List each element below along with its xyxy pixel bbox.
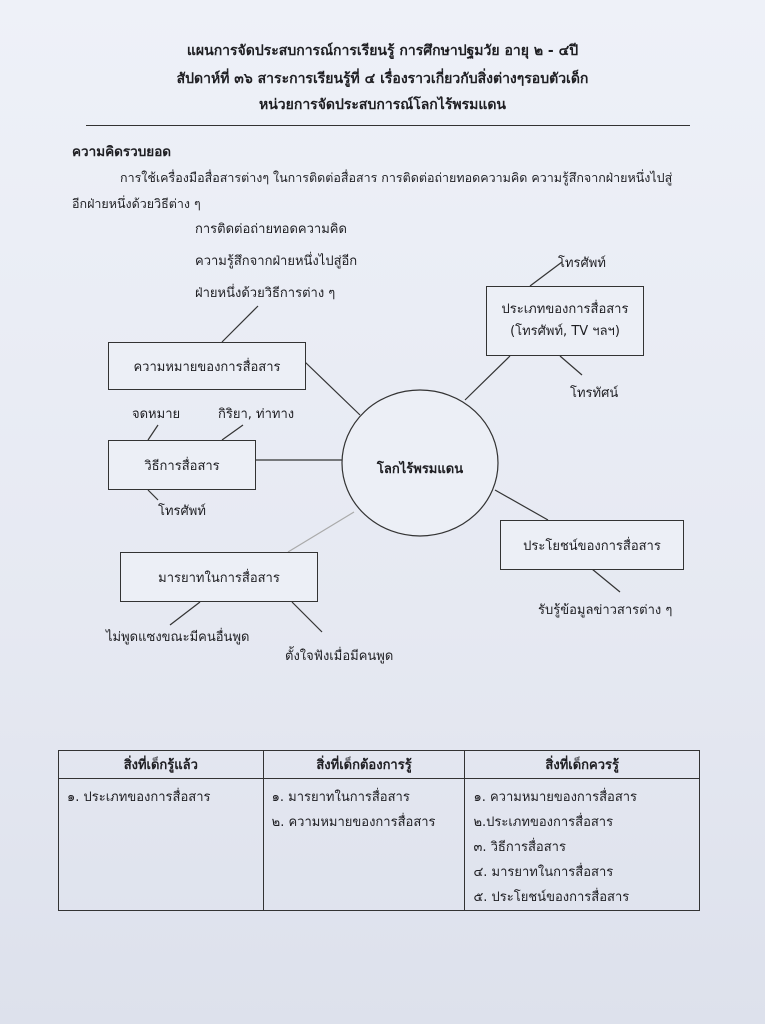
method-phone: โทรศัพท์ <box>158 504 206 519</box>
list-item: ๒. ความหมายของการสื่อสาร <box>271 815 436 830</box>
list-item: ๑. มารยาทในการสื่อสาร <box>271 790 410 805</box>
plan-title: แผนการจัดประสบการณ์การเรียนรู้ การศึกษาปฐมวัย อายุ ๒ - ๔ปี <box>186 43 579 59</box>
header-already-know: สิ่งที่เด็กรู้แล้ว <box>59 751 264 779</box>
connector-meaning-center <box>305 362 360 415</box>
manner-listen: ตั้งใจฟังเมื่อมีคนพูด <box>285 649 394 664</box>
types-box-line2: (โทรศัพท์, TV ฯลฯ) <box>510 324 620 339</box>
manners-box: มารยาทในการสื่อสาร <box>120 552 318 602</box>
connector-letter <box>148 425 158 440</box>
method-gesture: กิริยา, ท่าทาง <box>218 407 295 422</box>
connector-meaning-detail <box>222 306 258 342</box>
benefit-detail: รับรู้ข้อมูลข่าวสารต่าง ๆ <box>538 603 673 618</box>
manner-no-interrupt: ไม่พูดแซงขณะมีคนอื่นพูด <box>106 630 250 645</box>
header-should-know: สิ่งที่เด็กควรรู้ <box>465 751 700 779</box>
method-letter: จดหมาย <box>132 407 181 422</box>
want-to-know-cell <box>263 779 465 911</box>
benefits-box: ประโยชน์ของการสื่อสาร <box>500 520 684 570</box>
types-box <box>486 286 644 356</box>
connector-types-center <box>465 356 510 400</box>
meaning-detail-1: การติดต่อถ่ายทอดความคิด <box>195 222 347 237</box>
connector-benefits-detail <box>592 569 620 592</box>
list-item: ๑. ประเภทของการสื่อสาร <box>67 790 211 805</box>
connector-types-tv <box>560 356 582 375</box>
list-item: ๑. ความหมายของการสื่อสาร <box>473 790 638 805</box>
table-row <box>59 779 700 911</box>
meaning-box: ความหมายของการสื่อสาร <box>108 342 306 390</box>
table-header-row <box>59 751 700 779</box>
week-subject-line: สัปดาห์ที่ ๓๖ สาระการเรียนรู้ที่ ๔ เรื่องราวเกี่ยวกับสิ่งต่างๆรอบตัวเด็ก <box>176 71 589 87</box>
connector-manners-center <box>288 512 354 552</box>
meaning-detail-3: ฝ่ายหนึ่งด้วยวิธีการต่าง ๆ <box>195 286 336 301</box>
knowledge-table <box>58 750 700 911</box>
list-item: ๔. มารยาทในการสื่อสาร <box>473 865 614 880</box>
list-item: ๓. วิธีการสื่อสาร <box>473 840 566 855</box>
center-topic: โลกไร้พรมแดน <box>376 462 464 477</box>
already-know-cell <box>59 779 264 911</box>
types-box-line1: ประเภทของการสื่อสาร <box>501 302 629 317</box>
connector-listen <box>292 602 322 632</box>
type-tv: โทรทัศน์ <box>570 386 619 401</box>
header-want-to-know: สิ่งที่เด็กต้องการรู้ <box>263 751 465 779</box>
methods-box: วิธีการสื่อสาร <box>108 440 256 490</box>
should-know-cell <box>465 779 700 911</box>
list-item: ๕. ประโยชน์ของการสื่อสาร <box>473 890 630 905</box>
summary-paragraph: การใช้เครื่องมือสื่อสารต่างๆ ในการติดต่อสื่อสาร การติดต่อถ่ายทอดความคิด ความรู้สึกจากฝ่ายหนึ่งไปสู่อีกฝ่ายหนึ่งด้วยวิธีต่าง ๆ <box>72 170 673 211</box>
unit-title: หน่วยการจัดประสบการณ์โลกไร้พรมแดน <box>258 97 507 113</box>
connector-phone <box>148 490 158 500</box>
connector-gesture <box>222 425 243 440</box>
type-phone: โทรศัพท์ <box>558 256 606 271</box>
connector-no-interrupt <box>170 602 200 625</box>
list-item: ๒.ประเภทของการสื่อสาร <box>473 815 614 830</box>
connector-benefits-center <box>495 490 548 520</box>
summary-heading: ความคิดรวบยอด <box>72 144 172 160</box>
meaning-detail-2: ความรู้สึกจากฝ่ายหนึ่งไปสู่อีก <box>195 254 358 269</box>
